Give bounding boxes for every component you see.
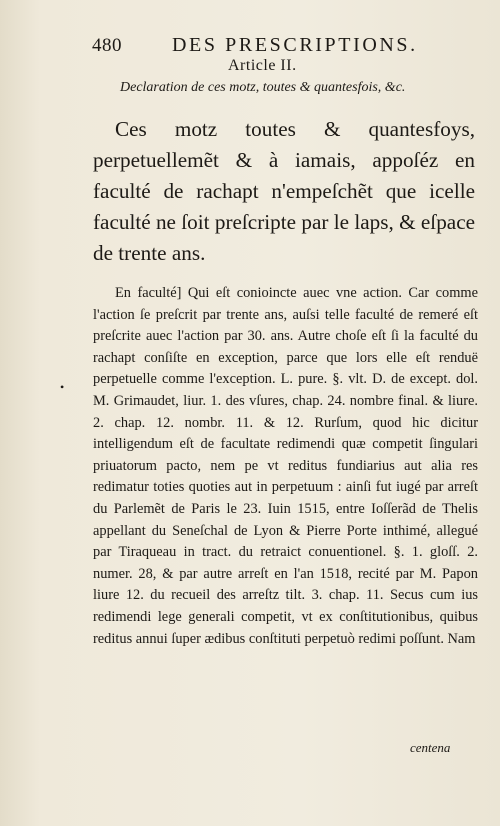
running-title: DES PRESCRIPTIONS. [172, 34, 418, 56]
page-number: 480 [92, 35, 122, 56]
margin-bullet-mark: • [60, 380, 65, 394]
commentary-paragraph: En faculté] Qui eſt conioincte auec vne action. Car comme l'action ſe preſcrit par trente ans, auſsi telle faculté de remeré eſt preſcrite auec l'action par 30. ans. Autre choſe eſt ſi la faculté du rachapt conſiſte en exception, parce que lors elle eſt renduë perpetuelle comme l'exception. L. pure. §. vlt. D. de except. dol. M. Grimaudet, liur. 1. des vſures, chap. 24. nombre final. & liure. 2. chap. 12. nombr. 11. & 12. Rurſum, quod hic dicitur intelligendum eſt de facultate redimendi quæ competit ſingulari priuatorum pacto, nem pe vt reditus fundiarius aut alia res redimatur toties quoties aut in perpetuum : ainſi fut iugé par arreſt du Parlemẽt de Paris le 23. Iuin 1515, entre Ioſſerãd de Thelis appellant du Seneſchal de Lyon & Pierre Porte inthimé, allegué par Tiraqueau in tract. du retraict conuentionel. §. 1. gloſſ. 2. numer. 28, & par autre arreſt en l'an 1518, recité par M. Papon liure 12. du recueil des arreſtz tilt. 3. chap. 11. Secus cum ius redimendi lege generali competit, vt ex conſtitutionibus, quibus reditus annui ſuper ædibus conſtituti perpetuò redimi poſſunt. Nam [93, 285, 478, 647]
article-label: Article II. [228, 57, 297, 74]
lead-paragraph: Ces motz toutes & quantesfoys, perpetuellemẽt & à iamais, appoſéz en faculté de rachapt n'empeſchẽt que icelle faculté ne ſoit preſcripte par le laps, & eſpace de trente ans. [93, 117, 475, 265]
catchword: centena [410, 740, 451, 755]
article-subtitle: Declaration de ces motz, toutes & quantesfois, &c. [120, 80, 406, 95]
